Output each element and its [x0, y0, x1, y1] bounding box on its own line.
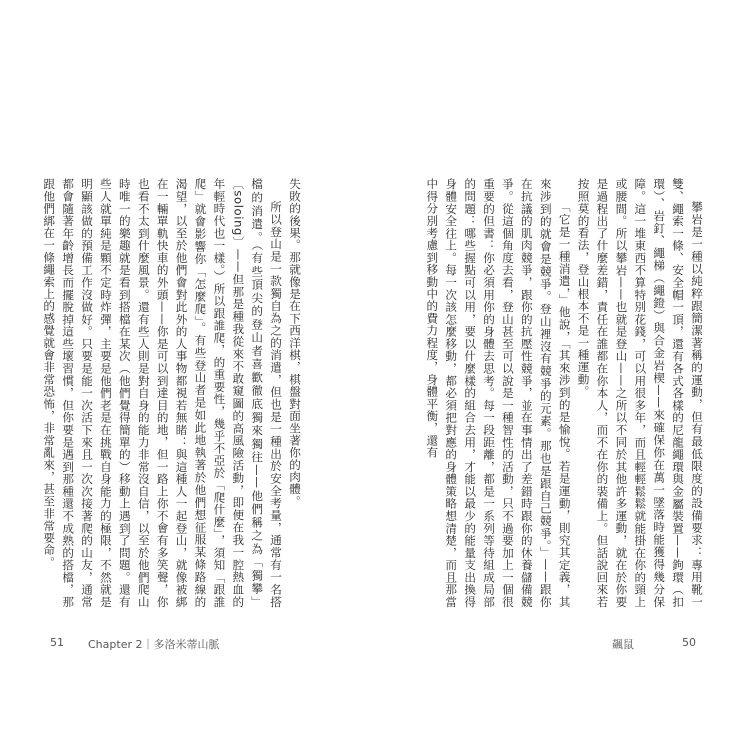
left-running-head: Chapter 2｜多洛米蒂山脈: [88, 638, 220, 651]
left-page-number: 51: [50, 636, 64, 649]
left-paragraph-2: 所以登山是一款獨自為之的消遣，但也是一種出於安全考量，通常有一名搭檔的消遣。（有些頂尖的登山者喜歡徹底獨來獨往——他們稱之為「獨攀」〔soloing〕——但那是種我從來不敢窺圖的高風險活動，即便在我一腔熱血的年輕時代也一樣。）所以跟誰爬，的重要性，幾乎不亞於「爬什麼」，須知「跟誰爬」就會影響你「怎麼爬」。有些登山者是如此地執著於他們想征服某條路線的渴望，以至於他們會對此外的人事物都視若無睹：與這種人一起登山，就像被綁在一輛單軌快車的外頭——你是可以到達目的地，但一路上你不會有多笑聲，你也看不太到什麼風景。還有些人則是對自身的能力非常沒自信，以至於他們爬山時唯一的樂趣就是看到搭檔在某次（他們覺得簡單的）移動上遇到了問題。還有些人就單純是顆不定時炸彈，主要是他們老是在挑戰自身能力的極限，不然就是明顯該做的預備工作沒做好。只要是能一次活下來且一次次接著爬的山友，通常都會隨著年齡增長而擺脫掉這些壞習慣，但你要是遇到那種還不成熟的搭檔，那跟他們綁在一條繩索上的感覺就會非常恐怖，非常亂來，甚至非常要命。: [42, 178, 284, 608]
right-paragraph-1: 攀岩是一種以純粹跟簡潔著稱的運動，但有最低限度的設備要求：專用靴一雙、繩索一條、安全帽一頂，還有各式各樣的尼龍繩環與金屬裝置——鉤環（扣環）、岩釘、繩梯（繩鐙）與合金岩楔——來確保你在萬一墜落時能獲得幾分保障。這一堆東西不算特別花錢，可以用很多年，而且輕輕鬆鬆就能掛在你的頸上或腰間。所以攀岩——也就是登山——之所以不同於其他許多運動，就在於你要是過程出了什麼差錯，責任在誰都在你本人，而不在你的裝備上。但話說回來若按照莫的看法，登山根本不是一種運動。: [576, 178, 704, 608]
left-paragraph-1: 失敗的後果。那就像是在下西洋棋，棋盤對面坐著你的肉體。: [288, 178, 302, 508]
left-page-text: [42, 178, 304, 608]
right-running-head: 飆鼠: [612, 638, 634, 651]
right-paragraph-2: 「它是一種消遣，」他說，「其來涉到的是愉悅。若是運動，則究其定義，其來涉到的就會是競爭。登山裡沒有競爭的元素。那也是跟自己競爭。」——跟你在抗議的肌肉競爭，跟你的抗壓性競爭，並在事情出了差錯時跟你的休養儲備競爭。從這個角度去看，登山甚至可以說是一種智性的活動，只不過要加上一個很重要的但書：你必須用你的身體去思考。每一段距離，都是一系列等待組成局部的問題：哪些握點可以用，要以什麼樣的組合去用，才能以最少的能量支出換得身體安全往上。每一次該怎麼移動，都必須把對應的身體策略想清楚，而且那當中得分別考慮到移動中的費力程度，身體平衡，還有: [425, 178, 572, 608]
right-page-text: [418, 178, 706, 608]
right-page-number: 50: [682, 636, 696, 649]
